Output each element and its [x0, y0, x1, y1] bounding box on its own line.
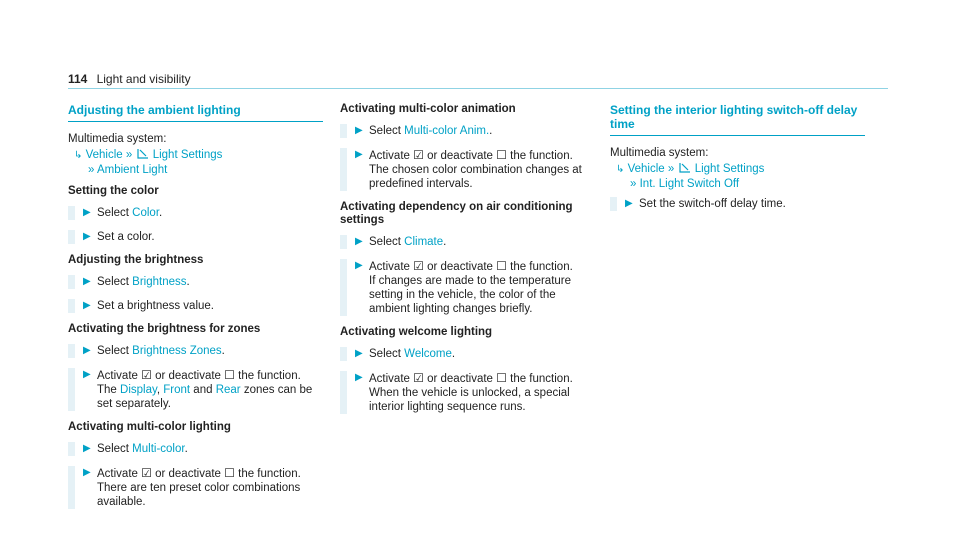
triangle-bullet-icon: ▶: [355, 125, 363, 136]
subheading-animation: Activating multi-color animation: [340, 103, 516, 115]
unchecked-box-icon: ☐: [224, 368, 235, 382]
step-text: Activate ☑ or deactivate ☐ the function. There are ten preset color combinations available.: [97, 466, 301, 508]
triangle-bullet-icon: ▶: [83, 231, 91, 242]
step-bar: [68, 466, 75, 509]
subheading-zones: Activating the brightness for zones: [68, 323, 261, 335]
triangle-bullet-icon: ▶: [355, 260, 363, 271]
step-text: Select: [369, 236, 401, 248]
triangle-bullet-icon: ▶: [83, 207, 91, 218]
subheading-brightness: Adjusting the brightness: [68, 254, 204, 266]
step-bar: [68, 206, 75, 220]
multimedia-label: Multimedia system:: [68, 133, 167, 145]
step-bar: [340, 259, 347, 316]
triangle-bullet-icon: ▶: [83, 276, 91, 287]
step-bar: [68, 275, 75, 289]
step-bar: [610, 197, 617, 211]
checked-box-icon: ☑: [141, 368, 152, 382]
nav-path-2: [68, 163, 323, 177]
page-section-title: Light and visibility: [96, 72, 191, 86]
step: ▶ Select Brightness Zones.: [68, 344, 323, 358]
column-2: [340, 103, 595, 424]
climate-menu-item[interactable]: Climate: [404, 236, 444, 248]
step-text: Set a color.: [97, 231, 155, 243]
triangle-bullet-icon: ▶: [355, 372, 363, 383]
seat-light-icon: [678, 162, 692, 174]
nav-path: [68, 148, 323, 163]
heading-ambient-lighting: Adjusting the ambient lighting: [68, 103, 323, 122]
step-bar: [68, 442, 75, 456]
step-text: Select: [97, 443, 129, 455]
step-text: Activate ☑ or deactivate ☐ the function. The Display, Front and Rear zones can be set separately.: [97, 368, 313, 410]
chevron-icon: »: [88, 164, 95, 176]
multicolor-menu-item[interactable]: Multi-color: [132, 443, 185, 455]
step-bar: [340, 124, 347, 138]
step: ▶ Select Multi-color Anim..: [340, 124, 595, 138]
step-bar: [340, 347, 347, 361]
step-text: Set the switch-off delay time.: [639, 198, 786, 210]
multimedia-label: Multimedia system:: [610, 147, 709, 159]
step: ▶ Select Climate.: [340, 235, 595, 249]
heading-switch-off-delay: Setting the interior lighting switch-off delay time: [610, 103, 865, 136]
triangle-bullet-icon: ▶: [355, 236, 363, 247]
chevron-icon: »: [630, 178, 637, 190]
step: ▶ Select Color.: [68, 206, 323, 220]
step: [340, 259, 595, 316]
front-zone: Front: [163, 384, 191, 396]
step: ▶ Select Multi-color.: [68, 442, 323, 456]
subheading-welcome: Activating welcome lighting: [340, 326, 493, 338]
step-bar: [68, 299, 75, 313]
step-bar: [340, 371, 347, 414]
step-text: Select: [369, 348, 401, 360]
step-text: Activate ☑ or deactivate ☐ the function. If changes are made to the temperature setting in the vehicle, the color of the ambient lighting changes briefly.: [369, 259, 573, 315]
subheading-multicolor: Activating multi-color lighting: [68, 421, 231, 433]
triangle-bullet-icon: ▶: [83, 345, 91, 356]
step: [68, 299, 323, 313]
step-text: Activate ☑ or deactivate ☐ the function. When the vehicle is unlocked, a special interior lighting sequence runs.: [369, 371, 573, 413]
nav-vehicle-link[interactable]: Vehicle: [85, 149, 123, 161]
checked-box-icon: ☑: [141, 466, 152, 480]
chevron-icon: »: [667, 163, 675, 175]
return-arrow-icon: ↳: [74, 150, 83, 161]
step-text: Select: [97, 276, 129, 288]
triangle-bullet-icon: ▶: [83, 443, 91, 454]
subheading-climate: Activating dependency on air conditioning settings: [340, 201, 573, 226]
triangle-bullet-icon: ▶: [355, 149, 363, 160]
step: [340, 148, 595, 191]
triangle-bullet-icon: ▶: [83, 369, 91, 380]
step-bar: [340, 148, 347, 191]
brightness-menu-item[interactable]: Brightness: [132, 276, 187, 288]
step-text: Select: [369, 125, 401, 137]
unchecked-box-icon: ☐: [224, 466, 235, 480]
nav-ambient-light-link[interactable]: Ambient Light: [96, 164, 168, 176]
step: [610, 197, 865, 211]
nav-path: [610, 162, 865, 177]
unchecked-box-icon: ☐: [496, 371, 507, 385]
display-zone: Display: [120, 384, 157, 396]
step: [68, 230, 323, 244]
unchecked-box-icon: ☐: [496, 148, 507, 162]
triangle-bullet-icon: ▶: [625, 198, 633, 209]
chevron-icon: »: [125, 149, 133, 161]
rear-zone: Rear: [215, 384, 241, 396]
step-text: Select: [97, 207, 129, 219]
step-text: Select: [97, 345, 129, 357]
step-bar: [68, 230, 75, 244]
subheading-color: Setting the color: [68, 185, 159, 197]
unchecked-box-icon: ☐: [496, 259, 507, 273]
step: ▶ Select Brightness.: [68, 275, 323, 289]
checked-box-icon: ☑: [413, 259, 424, 273]
nav-light-settings-link[interactable]: Light Settings: [152, 149, 223, 161]
seat-light-icon: [136, 148, 150, 160]
step: ▶ Select Welcome.: [340, 347, 595, 361]
step-bar: [68, 344, 75, 358]
step: [340, 371, 595, 414]
step-text: Set a brightness value.: [97, 300, 214, 312]
page-number: 114: [68, 72, 88, 86]
nav-path-2: [610, 177, 865, 191]
step: [68, 466, 323, 509]
column-3: [610, 103, 865, 221]
triangle-bullet-icon: ▶: [355, 348, 363, 359]
triangle-bullet-icon: ▶: [83, 300, 91, 311]
nav-int-light-switch-off-link[interactable]: Int. Light Switch Off: [639, 178, 740, 190]
multicolor-anim-menu-item[interactable]: Multi-color Anim.: [404, 125, 490, 137]
step-text: Activate ☑ or deactivate ☐ the function. The chosen color combination changes at predefined intervals.: [369, 148, 582, 190]
step-bar: [68, 368, 75, 411]
triangle-bullet-icon: ▶: [83, 467, 91, 478]
step: [68, 368, 323, 411]
nav-light-settings-link[interactable]: Light Settings: [694, 163, 765, 175]
checked-box-icon: ☑: [413, 371, 424, 385]
nav-vehicle-link[interactable]: Vehicle: [627, 163, 665, 175]
column-1: [68, 103, 323, 519]
header-divider: [68, 88, 888, 89]
page-header: [68, 72, 888, 88]
checked-box-icon: ☑: [413, 148, 424, 162]
brightness-zones-menu-item[interactable]: Brightness Zones: [132, 345, 222, 357]
color-menu-item[interactable]: Color: [132, 207, 160, 219]
welcome-menu-item[interactable]: Welcome: [404, 348, 452, 360]
return-arrow-icon: ↳: [616, 164, 625, 175]
step-bar: [340, 235, 347, 249]
